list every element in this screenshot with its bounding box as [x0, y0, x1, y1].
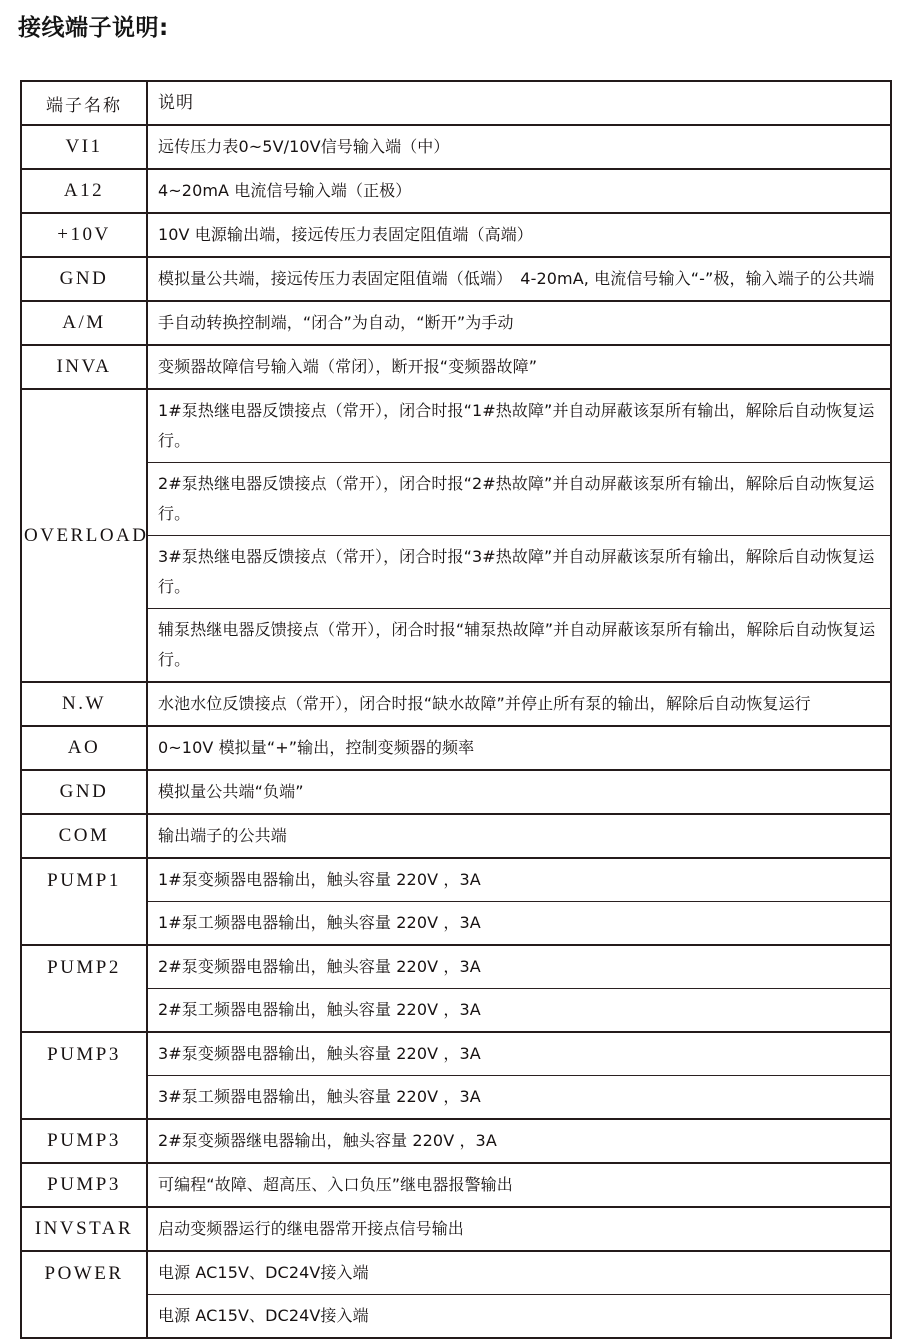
table-row	[21, 257, 891, 301]
terminal-description-cell: 0~10V 模拟量“+”输出，控制变频器的频率	[147, 726, 891, 770]
table-row	[21, 814, 891, 858]
terminal-description-cell: 10V 电源输出端，接远传压力表固定阻值端（高端）	[147, 213, 891, 257]
table-row	[21, 726, 891, 770]
terminal-description-cell: 电源 AC15V、DC24V接入端	[147, 1295, 891, 1339]
terminal-description-cell: 3#泵工频器电器输出，触头容量 220V ，3A	[147, 1076, 891, 1120]
table-row	[21, 389, 891, 463]
table-row	[21, 213, 891, 257]
table-row	[21, 1251, 891, 1295]
table-row	[21, 1119, 891, 1163]
table-row	[21, 1207, 891, 1251]
page-title: 接线端子说明:	[18, 15, 169, 41]
terminal-description-cell: 1#泵工频器电器输出，触头容量 220V ，3A	[147, 902, 891, 946]
terminal-name-cell: PUMP2	[21, 945, 147, 1032]
table-row	[21, 1163, 891, 1207]
terminal-description-cell: 2#泵变频器电器输出，触头容量 220V ，3A	[147, 945, 891, 989]
terminal-name-cell: N.W	[21, 682, 147, 726]
table-row	[21, 169, 891, 213]
terminal-description-cell: 1#泵热继电器反馈接点（常开），闭合时报“1#热故障”并自动屏蔽该泵所有输出，解除后自动恢复运行。	[147, 389, 891, 463]
terminal-name-cell: POWER	[21, 1251, 147, 1338]
terminal-description-cell: 可编程“故障、超高压、入口负压”继电器报警输出	[147, 1163, 891, 1207]
terminal-description-cell: 3#泵热继电器反馈接点（常开），闭合时报“3#热故障”并自动屏蔽该泵所有输出，解除后自动恢复运行。	[147, 536, 891, 609]
terminal-name-cell: A/M	[21, 301, 147, 345]
terminal-description-cell: 启动变频器运行的继电器常开接点信号输出	[147, 1207, 891, 1251]
terminal-description-cell: 模拟量公共端，接远传压力表固定阻值端（低端） 4-20mA, 电流信号输入“-”极，输入端子的公共端	[147, 257, 891, 301]
terminal-name-cell: GND	[21, 770, 147, 814]
terminal-description-cell: 水池水位反馈接点（常开），闭合时报“缺水故障”并停止所有泵的输出，解除后自动恢复运行	[147, 682, 891, 726]
terminal-description-cell: 远传压力表0~5V/10V信号输入端（中）	[147, 125, 891, 169]
terminal-description-table-wrapper	[20, 80, 890, 1339]
terminal-description-cell: 2#泵热继电器反馈接点（常开），闭合时报“2#热故障”并自动屏蔽该泵所有输出，解除后自动恢复运行。	[147, 463, 891, 536]
table-row	[21, 945, 891, 989]
terminal-description-cell: 2#泵工频器电器输出，触头容量 220V ，3A	[147, 989, 891, 1033]
terminal-name-cell: OVERLOAD	[21, 389, 147, 682]
table-row	[21, 770, 891, 814]
table-row	[21, 345, 891, 389]
table-row	[21, 125, 891, 169]
table-row	[21, 858, 891, 902]
terminal-name-cell: +10V	[21, 213, 147, 257]
terminal-name-cell: VI1	[21, 125, 147, 169]
table-row	[21, 989, 891, 1033]
terminal-name-cell: PUMP1	[21, 858, 147, 945]
table-row	[21, 463, 891, 536]
table-row	[21, 1295, 891, 1339]
terminal-description-cell: 3#泵变频器电器输出，触头容量 220V ，3A	[147, 1032, 891, 1076]
terminal-description-cell: 输出端子的公共端	[147, 814, 891, 858]
table-header-row	[21, 81, 891, 125]
terminal-description-cell: 1#泵变频器电器输出，触头容量 220V ，3A	[147, 858, 891, 902]
table-row	[21, 1032, 891, 1076]
terminal-description-cell: 电源 AC15V、DC24V接入端	[147, 1251, 891, 1295]
terminal-description-cell: 模拟量公共端“负端”	[147, 770, 891, 814]
table-row	[21, 609, 891, 683]
terminal-description-cell: 辅泵热继电器反馈接点（常开），闭合时报“辅泵热故障”并自动屏蔽该泵所有输出，解除后自动恢复运行。	[147, 609, 891, 683]
terminal-name-cell: A12	[21, 169, 147, 213]
table-body	[21, 81, 891, 1338]
table-row	[21, 301, 891, 345]
header-cell-terminal-name: 端子名称	[21, 81, 147, 125]
terminal-name-cell: PUMP3	[21, 1163, 147, 1207]
terminal-name-cell: GND	[21, 257, 147, 301]
terminal-name-cell: PUMP3	[21, 1032, 147, 1119]
table-row	[21, 902, 891, 946]
terminal-description-cell: 变频器故障信号输入端（常闭），断开报“变频器故障”	[147, 345, 891, 389]
table-row	[21, 682, 891, 726]
terminal-description-table	[20, 80, 892, 1339]
table-row	[21, 1076, 891, 1120]
terminal-description-cell: 2#泵变频器继电器输出，触头容量 220V ，3A	[147, 1119, 891, 1163]
terminal-name-cell: INVSTAR	[21, 1207, 147, 1251]
table-row	[21, 536, 891, 609]
terminal-name-cell: AO	[21, 726, 147, 770]
terminal-name-cell: COM	[21, 814, 147, 858]
terminal-name-cell: PUMP3	[21, 1119, 147, 1163]
header-cell-description: 说明	[147, 81, 891, 125]
terminal-description-cell: 手自动转换控制端，“闭合”为自动，“断开”为手动	[147, 301, 891, 345]
terminal-name-cell: INVA	[21, 345, 147, 389]
terminal-description-cell: 4~20mA 电流信号输入端（正极）	[147, 169, 891, 213]
